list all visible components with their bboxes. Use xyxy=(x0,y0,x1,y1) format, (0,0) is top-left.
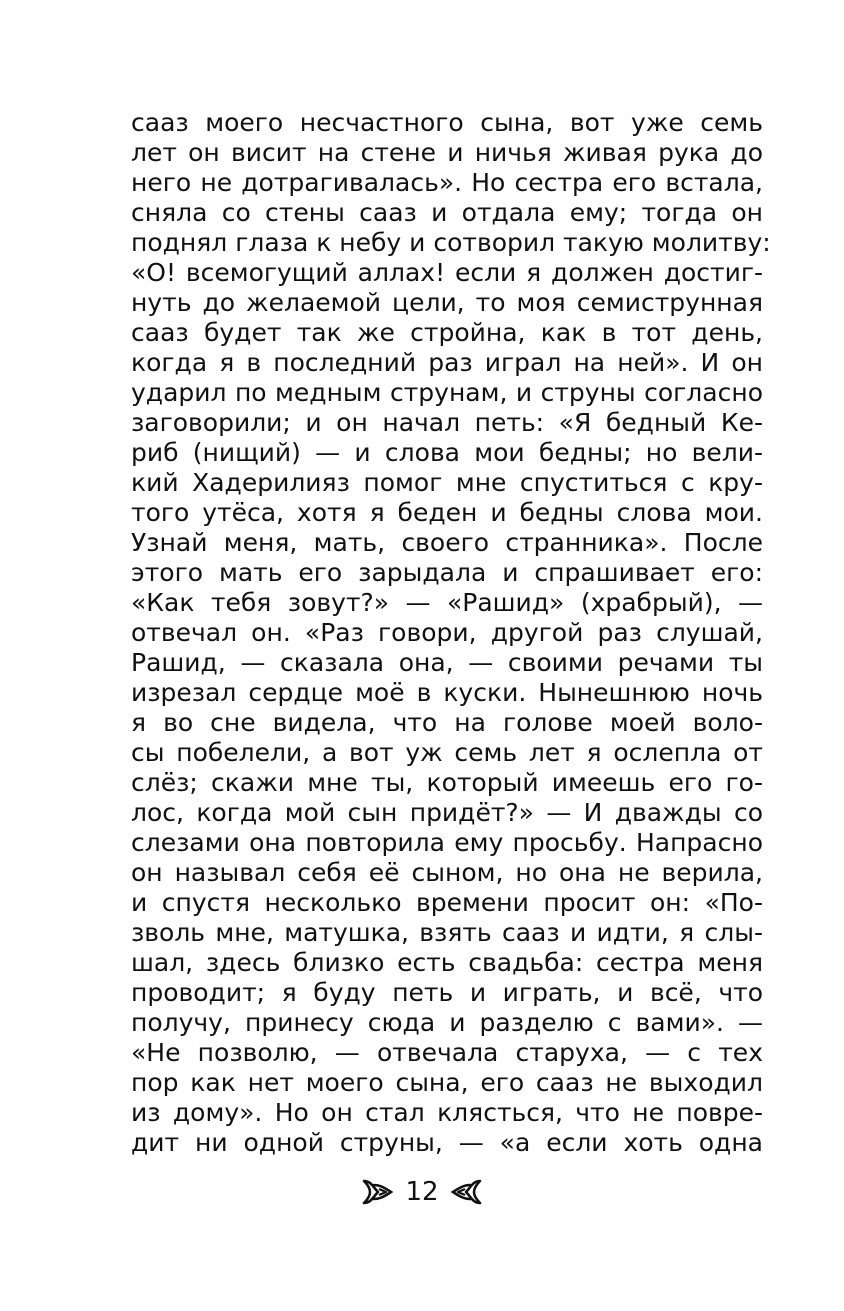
text-line: риб (нищий) — и слова мои бедны; но вели- xyxy=(131,438,763,467)
fleuron-left-icon xyxy=(361,1175,395,1209)
text-line: поднял глаза к небу и сотворил такую молитву: xyxy=(131,228,771,257)
text-line: него не дотрагивалась». Но сестра его встала, xyxy=(131,168,763,197)
text-line: «Как тебя зовут?» — «Рашид» (храбрый), — xyxy=(131,588,763,617)
text-line: он называл себя её сыном, но она не верила, xyxy=(131,858,763,887)
text-line: отвечал он. «Раз говори, другой раз слушай, xyxy=(131,618,763,647)
text-line: «Не позволю, — отвечала старуха, — с тех xyxy=(131,1038,763,1067)
fleuron-right-icon xyxy=(449,1175,483,1209)
text-line: проводит; я буду петь и играть, и всё, что xyxy=(131,978,763,1007)
text-line: я во сне видела, что на голове моей воло- xyxy=(131,708,763,737)
text-line: ударил по медным струнам, и струны согласно xyxy=(131,378,763,407)
text-line: слезами она повторила ему просьбу. Напрасно xyxy=(131,828,763,857)
text-line: сааз будет так же стройна, как в тот день, xyxy=(131,318,763,347)
text-line: заговорили; и он начал петь: «Я бедный Ке- xyxy=(131,408,763,437)
text-line: кий Хадерилияз помог мне спуститься с кру- xyxy=(131,468,763,497)
text-line: Узнай меня, мать, своего странника». После xyxy=(131,528,763,557)
text-line: шал, здесь близко есть свадьба: сестра меня xyxy=(131,948,763,977)
text-line: лос, когда мой сын придёт?» — И дважды со xyxy=(131,798,763,827)
text-line: получу, принесу сюда и разделю с вами». — xyxy=(131,1008,763,1037)
body-text xyxy=(131,108,771,1158)
text-line: того утёса, хотя я беден и бедны слова мои. xyxy=(131,498,763,527)
text-line: Рашид, — сказала она, — своими речами ты xyxy=(131,648,763,677)
text-line: из дому». Но он стал клясться, что не повре- xyxy=(131,1098,763,1127)
text-line: нуть до желаемой цели, то моя семиструнная xyxy=(131,288,763,317)
text-line: дит ни одной струны, — «а если хоть одна xyxy=(131,1128,763,1157)
text-line: сааз моего несчастного сына, вот уже семь xyxy=(131,108,763,137)
text-line: и спустя несколько времени просит он: «По- xyxy=(131,888,763,917)
text-line: лет он висит на стене и ничья живая рука до xyxy=(131,138,763,167)
text-line: сняла со стены сааз и отдала ему; тогда он xyxy=(131,198,763,227)
text-line: «О! всемогущий аллах! если я должен достиг- xyxy=(131,258,763,287)
text-line: когда я в последний раз играл на ней». И он xyxy=(131,348,763,377)
text-line: слёз; скажи мне ты, который имеешь его го- xyxy=(131,768,763,797)
text-line: изрезал сердце моё в куски. Нынешнюю ночь xyxy=(131,678,763,707)
text-line: зволь мне, матушка, взять сааз и идти, я слы- xyxy=(131,918,763,947)
text-line: сы побелели, а вот уж семь лет я ослепла от xyxy=(131,738,763,767)
page-number: 12 xyxy=(405,1177,439,1207)
text-line: пор как нет моего сына, его сааз не выходил xyxy=(131,1068,763,1097)
text-line: этого мать его зарыдала и спрашивает его: xyxy=(131,558,763,587)
page-folio xyxy=(0,1172,844,1212)
